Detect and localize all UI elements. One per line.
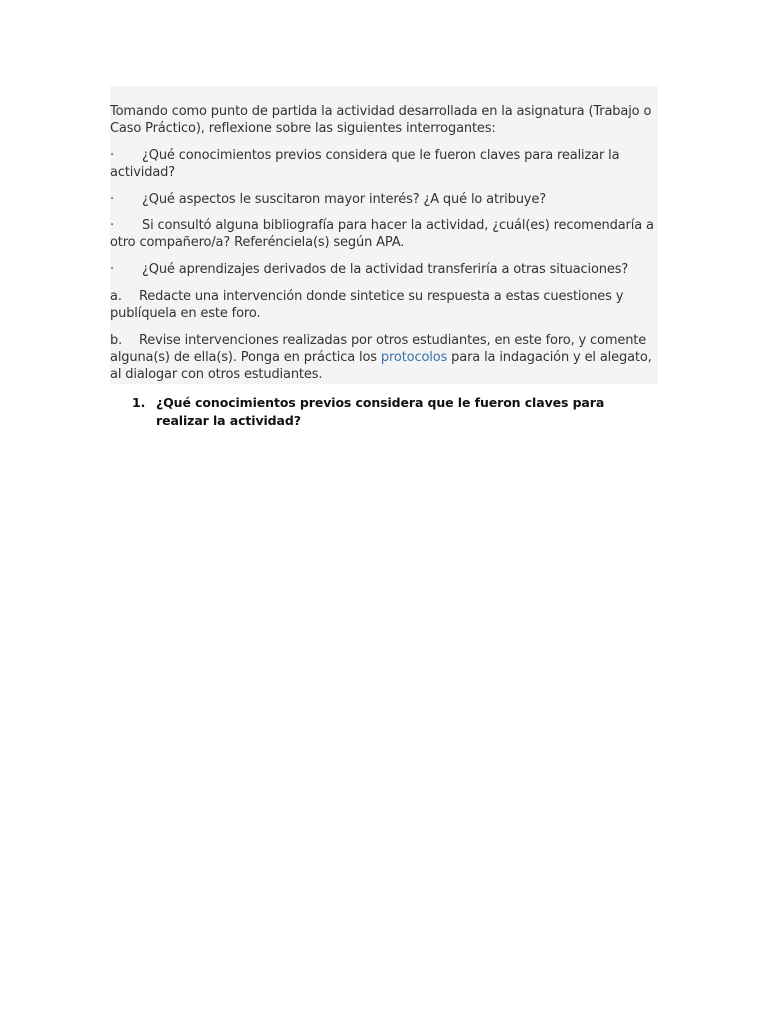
bullet-marker: · [110, 218, 114, 233]
bullet-text: ¿Qué conocimientos previos considera que le fueron claves para realizar la actividad? [110, 148, 620, 180]
bullet-text: Si consultó alguna bibliografía para hacer la actividad, ¿cuál(es) recomendaría a otro compañero/a? Referénciela(s) según APA. [110, 218, 654, 250]
answer-number: 1. [132, 395, 146, 410]
bullet-item [110, 261, 656, 278]
bullet-text: ¿Qué aspectos le suscitaron mayor interés? ¿A qué lo atribuye? [142, 192, 546, 207]
bullet-text: ¿Qué aprendizajes derivados de la actividad transferiría a otras situaciones? [142, 262, 629, 277]
bullet-marker: · [110, 192, 114, 207]
bullet-item [110, 217, 656, 251]
instruction-text: Redacte una intervención donde sintetice su respuesta a estas cuestiones y publíquela en este foro. [110, 289, 624, 321]
instruction-marker: a. [110, 289, 122, 304]
intro-paragraph: Tomando como punto de partida la actividad desarrollada en la asignatura (Trabajo o Caso Práctico), reflexione sobre las siguientes interrogantes: [110, 104, 652, 136]
bullet-marker: · [110, 262, 114, 277]
protocolos-link[interactable]: protocolos [380, 350, 448, 365]
instruction-text: Revise intervenciones realizadas por otros estudiantes, en este foro, y comente alguna(s) de ella(s). Ponga en práctica los [110, 333, 647, 365]
bullet-item [110, 147, 656, 181]
instruction-b [110, 332, 656, 383]
instruction-a [110, 288, 656, 322]
answer-heading-text: ¿Qué conocimientos previos considera que le fueron claves para realizar la actividad? [156, 395, 605, 428]
instruction-text-continued: para la indagación y el alegato, al dialogar con otros estudiantes. [110, 350, 652, 382]
instruction-marker: b. [110, 333, 123, 348]
bullet-item [110, 191, 656, 208]
bullet-marker: · [110, 148, 114, 163]
